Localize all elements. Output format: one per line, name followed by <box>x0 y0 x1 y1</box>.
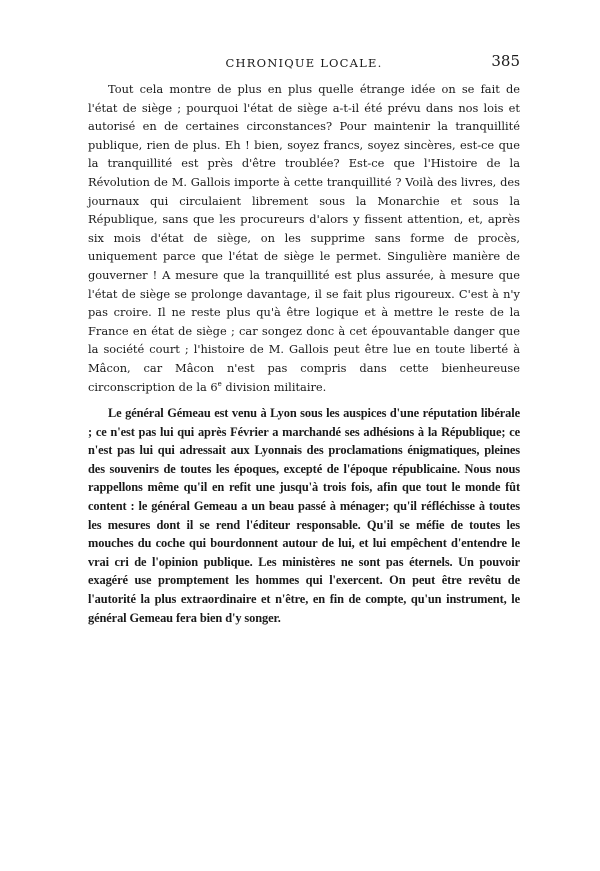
page-header <box>88 52 520 72</box>
running-title: CHRONIQUE LOCALE. <box>225 56 383 70</box>
ordinal-superscript: e <box>217 379 222 388</box>
page-number: 385 <box>491 52 520 70</box>
paragraph-general-gemeau: Le général Gémeau est venu à Lyon sous les auspices d'une réputation libérale ; ce n'est pas lui qui après Février a marchandé ses adhésions à la République; ce n'est pas lui qui adressait aux Lyonnais des proclamations énigmatiques, pleines des souvenirs de toutes les époques, excepté de l'époque républicaine. Nous nous rappellons même qu'il en refit une jusqu'à trois fois, afin que tout le monde fût content : le général Gemeau a un beau passé à ménager; qu'il réfléchisse à toutes les mesures dont il se rend l'éditeur responsable. Qu'il se méfie de toutes les mouches du coche qui bourdonnent autour de lui, et lui empêchent d'entendre le vrai cri de l'opinion publique. Les ministères ne sont pas éternels. Un pouvoir exagéré use promptement les hommes qui l'exercent. On peut être revêtu de l'autorité la plus extraordinaire et n'être, en fin de compte, qu'un instrument, le général Gemeau fera bien d'y songer. <box>88 406 520 625</box>
paragraph-etat-de-siege <box>88 80 520 396</box>
paragraph-tail: division militaire. <box>221 379 327 394</box>
paragraph-text: Tout cela montre de plus en plus quelle étrange idée on se fait de l'état de siège ; pourquoi l'état de siège a-t-il été prévu dans nos lois et autorisé en de certaines circonstances? Pour maintenir la tranquillité publique, rien de plus. Eh ! bien, soyez francs, soyez sincères, est-ce que la tranquillité est près d'être troublée? Est-ce que l'Histoire de la Révolution de M. Gallois importe à cette tranquillité ? Voilà des livres, des journaux qui circulaient librement sous la Monarchie et sous la République, sans que les procureurs d'alors y fissent attention, et, après six mois d'état de siège, on les supprime sans forme de procès, uniquement parce que l'état de siège le permet. Singulière manière de gouverner ! A mesure que la tranquillité est plus assurée, à mesure que l'état de siège se prolonge davantage, il se fait plus rigoureux. C'est à n'y pas croire. Il ne reste plus qu'à être logique et à mettre le reste de la France en état de siège ; car songez donc à cet épouvantable danger que la société court ; l'histoire de M. Gallois peut être lue en toute liberté à Mâcon, car Mâcon n'est pas compris dans cette bienheureuse circonscription de la 6 <box>88 82 520 394</box>
body-text <box>88 80 520 635</box>
